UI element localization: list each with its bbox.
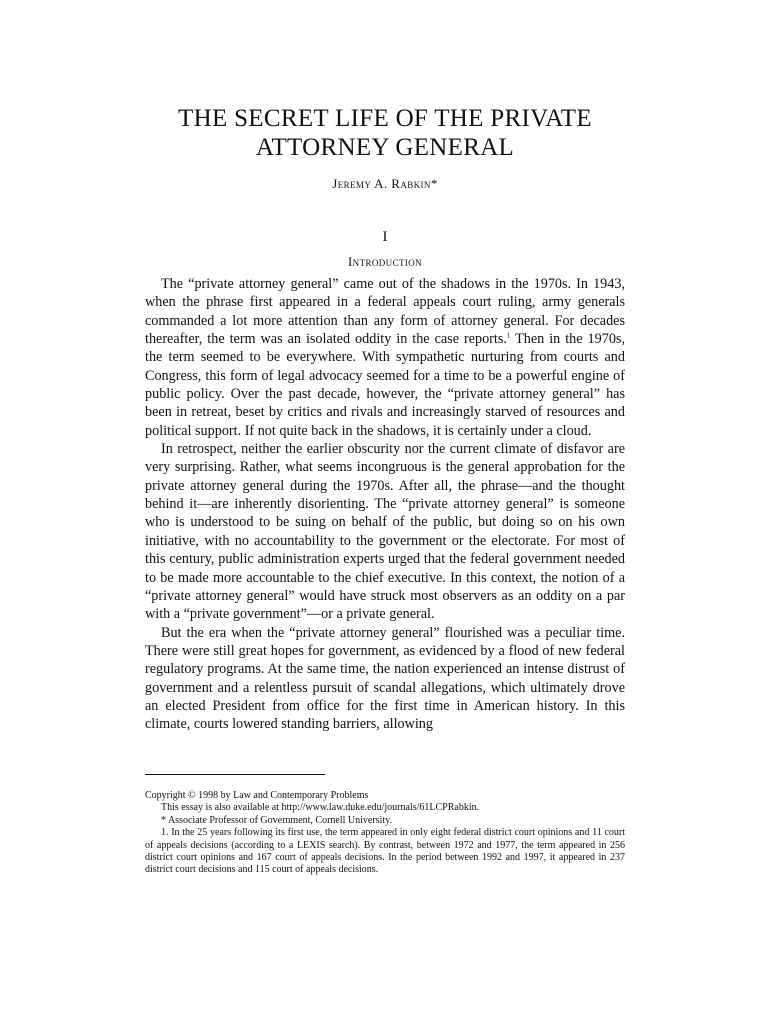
availability-note: This essay is also available at http://www.law.duke.edu/journals/61LCPRabkin. — [161, 802, 480, 814]
footnotes — [145, 790, 625, 877]
article-title — [145, 104, 625, 162]
body-text — [145, 275, 625, 734]
author-byline: Jeremy A. Rabkin* — [332, 176, 438, 191]
section-title: Introduction — [347, 254, 423, 269]
footnote-1: 1. In the 25 years following its first use, the term appeared in only eight federal district court opinions and 11 court of appeals decisions (according to a LEXIS search). By contrast, between 1972 and 1977, the term appeared in 256 district court opinions and 167 court of appeals decisions. In the period between 1992 and 1997, it appeared in 237 district court decisions and 115 court of appeals decisions. — [145, 827, 625, 876]
paragraph-1-part-1: The “private attorney general” came out of the shadows in the 1970s. In 1943, when the phrase first appeared in a federal appeals court ruling, army generals commanded a lot more attention than any form of attorney general. For decades thereafter, the term was an isolated oddity in the case reports. — [145, 276, 625, 348]
author-note: * Associate Professor of Government, Cornell University. — [161, 814, 392, 826]
paragraph-1-part-2: Then in the 1970s, the term seemed to be everywhere. With sympathetic nurturing from courts and Congress, this form of legal advocacy seemed for a time to be a powerful engine of public policy. Over the past decade, however, the “private attorney general” has been in retreat, beset by critics and rivals and increasingly starved of resources and political support. If not quite back in the shadows, it is certainly under a cloud. — [145, 331, 625, 439]
section-number: I — [382, 229, 388, 245]
title-line-1: THE SECRET LIFE OF THE PRIVATE — [178, 105, 592, 132]
paragraph-3: But the era when the “private attorney general” flourished was a peculiar time. There were still great hopes for government, as evidenced by a flood of new federal regulatory programs. At the same time, the nation experienced an intense distrust of government and a relentless pursuit of scandal allegations, which ultimately drove an elected President from office for the first time in American history. In this climate, courts lowered standing barriers, allowing — [145, 624, 625, 733]
footnote-ref-1: 1 — [506, 331, 511, 340]
paragraph-1 — [145, 275, 625, 440]
footnote-divider — [145, 774, 325, 775]
copyright-note: Copyright © 1998 by Law and Contemporary Problems — [145, 790, 369, 801]
paragraph-2: In retrospect, neither the earlier obscurity nor the current climate of disfavor are very surprising. Rather, what seems incongruous is the general approbation for the private attorney general during the 1970s. After all, the phrase—and the thought behind it—are inherently disorienting. The “private attorney general” is someone who is understood to be suing on behalf of the public, but doing so on his own initiative, with no accountability to the government or the electorate. For most of this century, public administration experts urged that the federal government needed to be made more accountable to the chief executive. In this context, the notion of a “private attorney general” would have struck most observers as an oddity on a par with a “private government”—or a private general. — [145, 441, 625, 623]
title-line-2: ATTORNEY GENERAL — [255, 134, 515, 161]
